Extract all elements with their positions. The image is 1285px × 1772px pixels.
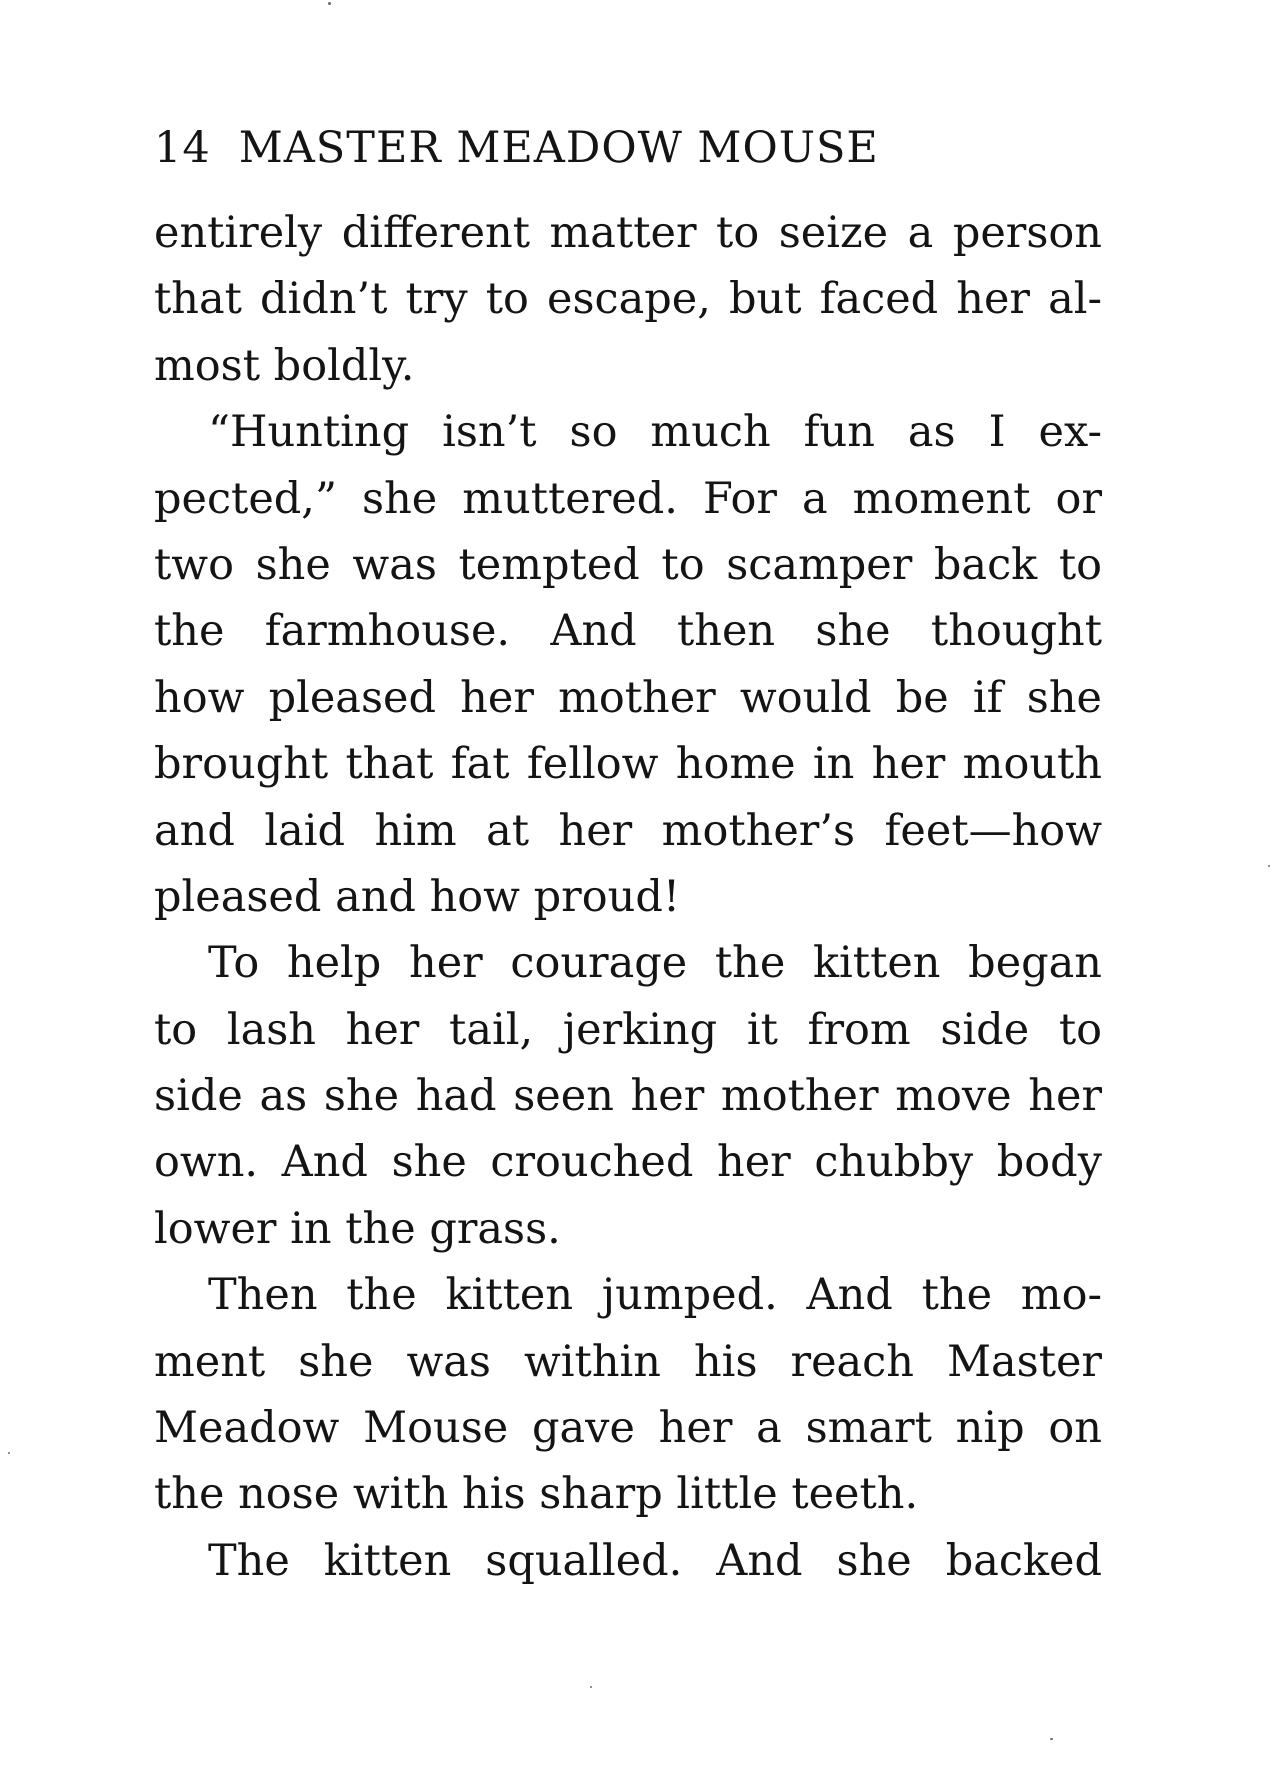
text-line: entirely different matter to seize a person <box>154 208 1102 258</box>
text-line: how pleased her mother would be if she <box>154 672 1102 723</box>
running-header <box>154 118 879 178</box>
scan-speck <box>328 2 331 5</box>
scan-speck <box>1050 1738 1053 1740</box>
text-line: pleased and how proud! <box>154 871 681 922</box>
text-line: that didn’t try to escape, but faced her al- <box>154 274 1102 325</box>
text-line: the nose with his sharp little teeth. <box>154 1469 919 1520</box>
text-line: Then the kitten jumped. And the mo- <box>208 1270 1102 1321</box>
paragraph <box>154 930 1102 1262</box>
text-line: the farmhouse. And then she thought <box>154 606 1102 657</box>
text-line: two she was tempted to scamper back to <box>154 539 1102 590</box>
text-line: Meadow Mouse gave her a smart nip on <box>154 1403 1102 1454</box>
text-line: The kitten squalled. And she backed <box>208 1535 1102 1586</box>
text-line: lower in the grass. <box>154 1203 561 1254</box>
text-line: own. And she crouched her chubby body <box>154 1137 1102 1188</box>
body-text <box>154 200 1102 1594</box>
running-title: MASTER MEADOW MOUSE <box>238 123 879 173</box>
paragraph <box>154 1528 1102 1594</box>
text-line: “Hunting isn’t so much fun as I ex- <box>208 407 1102 458</box>
paragraph <box>154 399 1102 930</box>
text-line: pected,” she muttered. For a moment or <box>154 473 1102 524</box>
text-line: To help her courage the kitten began <box>208 938 1102 989</box>
scan-speck <box>8 1452 10 1454</box>
text-line: to lash her tail, jerking it from side to <box>154 1004 1102 1055</box>
scan-speck <box>590 1686 592 1688</box>
text-line: most boldly. <box>154 340 415 391</box>
text-line: brought that fat fellow home in her mouth <box>154 739 1102 790</box>
page-number: 14 <box>154 123 211 173</box>
paragraph <box>154 200 1102 399</box>
text-line: and laid him at her mother’s feet—how <box>154 805 1102 856</box>
scan-speck <box>1268 865 1270 867</box>
text-line: side as she had seen her mother move her <box>154 1071 1102 1122</box>
paragraph <box>154 1262 1102 1528</box>
text-line: ment she was within his reach Master <box>154 1336 1102 1387</box>
